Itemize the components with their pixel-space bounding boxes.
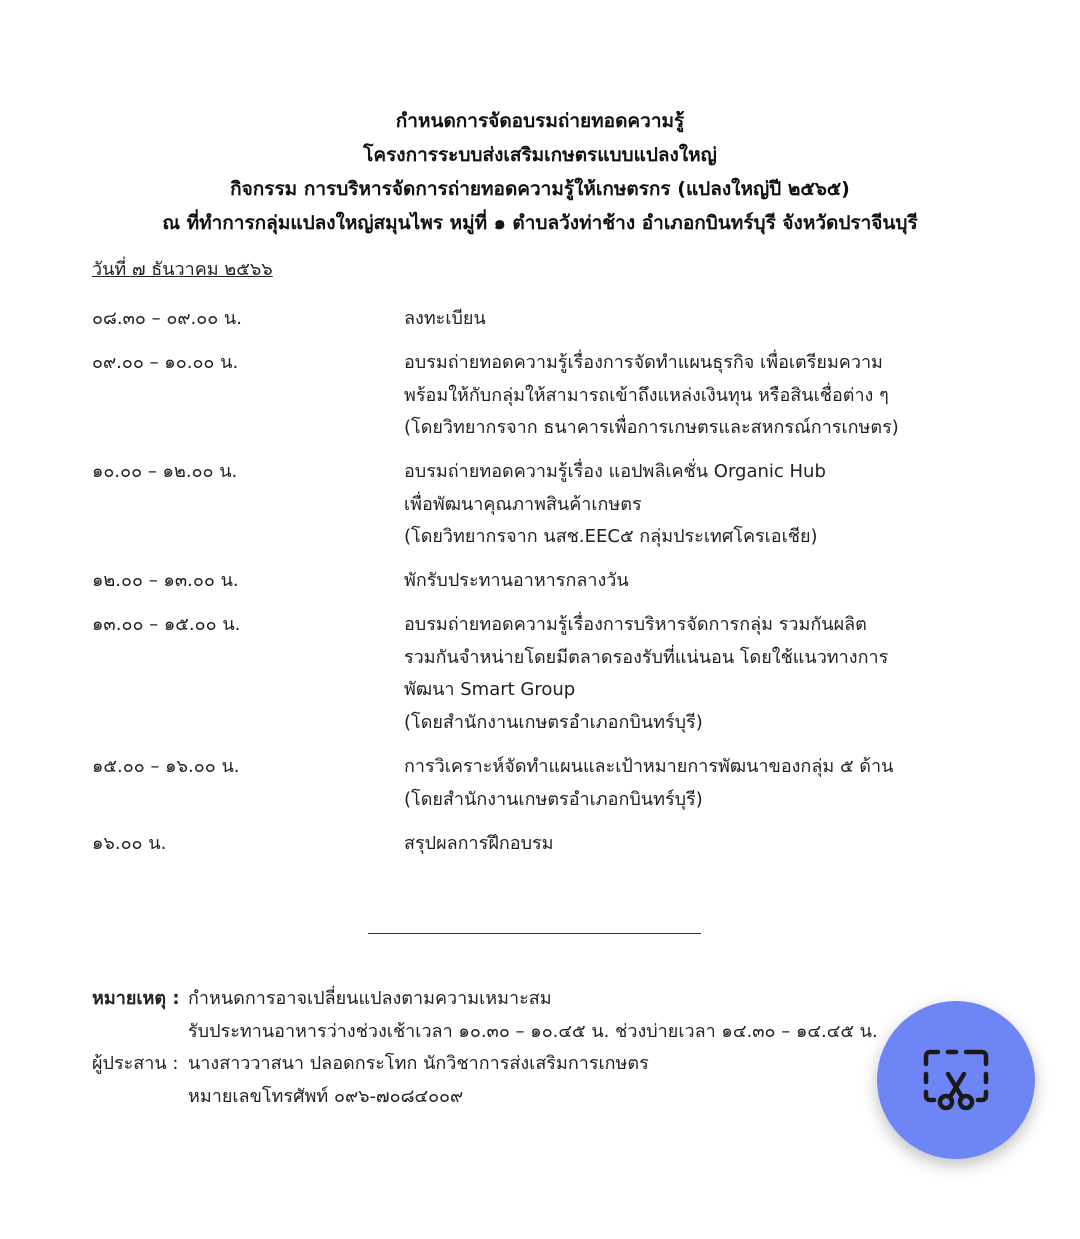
schedule-description	[404, 828, 1004, 861]
coordinator-label: ผู้ประสาน :	[92, 1053, 179, 1074]
screenshot-button[interactable]	[877, 1001, 1035, 1159]
schedule-description-line: พัฒนา Smart Group	[404, 679, 576, 700]
notes-section	[92, 983, 992, 1113]
schedule-time: ๑๕.๐๐ – ๑๖.๐๐ น.	[92, 756, 240, 777]
schedule-time: ๐๘.๓๐ – ๐๙.๐๐ น.	[92, 308, 242, 329]
schedule-description-line: พร้อมให้กับกลุ่มให้สามารถเข้าถึงแหล่งเงินทุน หรือสินเชื่อต่าง ๆ	[404, 384, 889, 406]
schedule-description-line: อบรมถ่ายทอดความรู้เรื่อง แอปพลิเคชั่น Organic Hub	[404, 461, 826, 482]
schedule-description	[404, 303, 1004, 336]
schedule-description	[404, 609, 1004, 739]
schedule-description	[404, 565, 1004, 598]
schedule-date: วันที่ ๗ ธันวาคม ๒๕๖๖	[92, 259, 273, 280]
schedule-description-line: ลงทะเบียน	[404, 308, 486, 329]
schedule-description	[404, 751, 1004, 816]
coordinator-phone: หมายเลขโทรศัพท์ ๐๙๖-๗๐๘๔๐๐๙	[188, 1085, 464, 1107]
schedule-description-line: อบรมถ่ายทอดความรู้เรื่องการบริหารจัดการกลุ่ม รวมกันผลิต	[404, 614, 867, 635]
schedule-description-line: รวมกันจำหน่ายโดยมีตลาดรองรับที่แน่นอน โดยใช้แนวทางการ	[404, 646, 889, 668]
schedule-time: ๐๙.๐๐ – ๑๐.๐๐ น.	[92, 352, 239, 373]
schedule-time: ๑๖.๐๐ น.	[92, 833, 167, 854]
schedule-description-line: การวิเคราะห์จัดทำแผนและเป้าหมายการพัฒนาของกลุ่ม ๕ ด้าน	[404, 756, 894, 777]
schedule-description-line: อบรมถ่ายทอดความรู้เรื่องการจัดทำแผนธุรกิจ เพื่อเตรียมความ	[404, 352, 883, 373]
schedule-description-line: (โดยวิทยากรจาก นสช.EEC๕ กลุ่มประเทศโครเอเชีย)	[404, 526, 818, 547]
schedule-description-line: สรุปผลการฝึกอบรม	[404, 833, 554, 854]
remark-text: รับประทานอาหารว่างช่วงเช้าเวลา ๑๐.๓๐ – ๑๐.๔๕ น. ช่วงบ่ายเวลา ๑๔.๓๐ – ๑๔.๔๕ น.	[188, 1020, 878, 1042]
screenshot-scissors-icon	[920, 1044, 992, 1116]
coordinator-row	[92, 1048, 992, 1081]
remark-label: หมายเหตุ :	[92, 988, 180, 1009]
section-divider	[368, 933, 701, 934]
schedule-time: ๑๒.๐๐ – ๑๓.๐๐ น.	[92, 570, 239, 591]
coordinator-row	[92, 1081, 992, 1114]
schedule-description	[404, 347, 1004, 445]
schedule-description-line: (โดยสำนักงานเกษตรอำเภอกบินทร์บุรี)	[404, 788, 703, 810]
document-header	[0, 104, 1080, 240]
remark-text: กำหนดการอาจเปลี่ยนแปลงตามความเหมาะสม	[188, 988, 552, 1009]
schedule-description-line: พักรับประทานอาหารกลางวัน	[404, 570, 629, 591]
coordinator-text: นางสาววาสนา ปลอดกระโทก นักวิชาการส่งเสริมการเกษตร	[188, 1053, 649, 1074]
header-activity: กิจกรรม การบริหารจัดการถ่ายทอดความรู้ให้เกษตรกร (แปลงใหญ่ปี ๒๕๖๕)	[230, 178, 850, 200]
header-project: โครงการระบบส่งเสริมเกษตรแบบแปลงใหญ่	[363, 144, 717, 166]
schedule-description-line: (โดยวิทยากรจาก ธนาคารเพื่อการเกษตรและสหกรณ์การเกษตร)	[404, 417, 899, 438]
remark-row	[92, 1016, 992, 1049]
schedule-time: ๑๐.๐๐ – ๑๒.๐๐ น.	[92, 461, 238, 482]
schedule-time: ๑๓.๐๐ – ๑๕.๐๐ น.	[92, 614, 241, 635]
schedule-description-line: (โดยสำนักงานเกษตรอำเภอกบินทร์บุรี)	[404, 711, 703, 733]
schedule-description	[404, 456, 1004, 554]
schedule-description-line: เพื่อพัฒนาคุณภาพสินค้าเกษตร	[404, 493, 642, 515]
remark-row	[92, 983, 992, 1016]
header-location: ณ ที่ทำการกลุ่มแปลงใหญ่สมุนไพร หมู่ที่ ๑ ตำบลวังท่าช้าง อำเภอกบินทร์บุรี จังหวัดปราจีนบุรี	[162, 212, 918, 234]
header-title: กำหนดการจัดอบรมถ่ายทอดความรู้	[395, 110, 685, 132]
